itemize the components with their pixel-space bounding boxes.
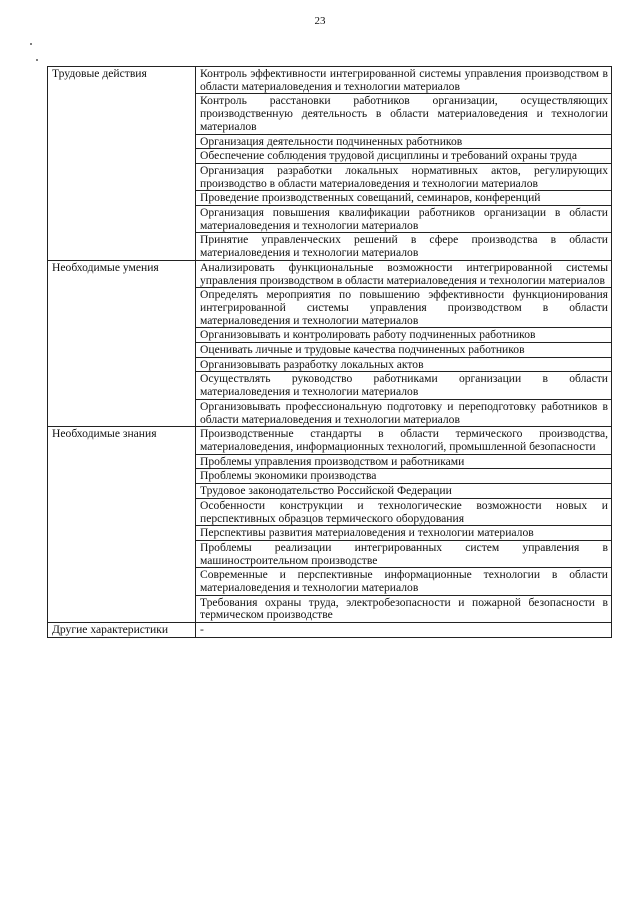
table-row (48, 623, 612, 638)
section-item: Осуществлять руководство работниками организации в области материаловедения и технологии материалов (196, 372, 612, 399)
section-item: Перспективы развития материаловедения и технологии материалов (196, 526, 612, 541)
section-item: Проведение производственных совещаний, семинаров, конференций (196, 191, 612, 206)
qualification-table (47, 66, 612, 638)
section-item: Принятие управленческих решений в сфере производства в области материаловедения и технологии материалов (196, 233, 612, 260)
section-item: Организация разработки локальных нормативных актов, регулирующих производство в области материаловедения и технологии материалов (196, 163, 612, 190)
scan-speck (36, 59, 38, 61)
table-row (48, 67, 612, 94)
section-item: Организовывать и контролировать работу подчиненных работников (196, 328, 612, 343)
section-item: Контроль расстановки работников организации, осуществляющих производственную деятельность в области материаловедения и технологии материалов (196, 94, 612, 134)
section-item: Производственные стандарты в области термического производства, материаловедения, информационных технологий, промышленной безопасности (196, 427, 612, 454)
section-item: Проблемы реализации интегрированных систем управления в машиностроительном производстве (196, 540, 612, 567)
section-item: Трудовое законодательство Российской Федерации (196, 484, 612, 499)
section-item: Современные и перспективные информационные технологии в области материаловедения и технологии материалов (196, 568, 612, 595)
section-label: Необходимые знания (48, 427, 196, 623)
section-item: Требования охраны труда, электробезопасности и пожарной безопасности в термическом производстве (196, 595, 612, 622)
page-number: 23 (314, 15, 326, 27)
section-item: Оценивать личные и трудовые качества подчиненных работников (196, 343, 612, 358)
section-item: Организовывать разработку локальных актов (196, 357, 612, 372)
table-row (48, 260, 612, 287)
scan-speck (30, 43, 32, 45)
section-item: Контроль эффективности интегрированной системы управления производством в области материаловедения и технологии материалов (196, 67, 612, 94)
section-item: Организация повышения квалификации работников организации в области материаловедения и технологии материалов (196, 206, 612, 233)
section-label: Необходимые умения (48, 260, 196, 426)
section-item: Особенности конструкции и технологические возможности новых и перспективных образцов термического оборудования (196, 498, 612, 525)
section-item: Проблемы управления производством и работниками (196, 454, 612, 469)
section-item: Анализировать функциональные возможности интегрированной системы управления производством в области материаловедения и технологии материалов (196, 260, 612, 287)
section-item: - (196, 623, 612, 638)
section-item: Обеспечение соблюдения трудовой дисциплины и требований охраны труда (196, 149, 612, 164)
section-item: Организация деятельности подчиненных работников (196, 134, 612, 149)
section-item: Определять мероприятия по повышению эффективности функционирования интегрированной системы управления производством в области материаловедения и технологии материалов (196, 288, 612, 328)
section-label: Трудовые действия (48, 67, 196, 261)
section-item: Проблемы экономики производства (196, 469, 612, 484)
section-label: Другие характеристики (48, 623, 196, 638)
table-body (48, 67, 612, 638)
section-item: Организовывать профессиональную подготовку и переподготовку работников в области материаловедения и технологии материалов (196, 399, 612, 426)
table-row (48, 427, 612, 454)
